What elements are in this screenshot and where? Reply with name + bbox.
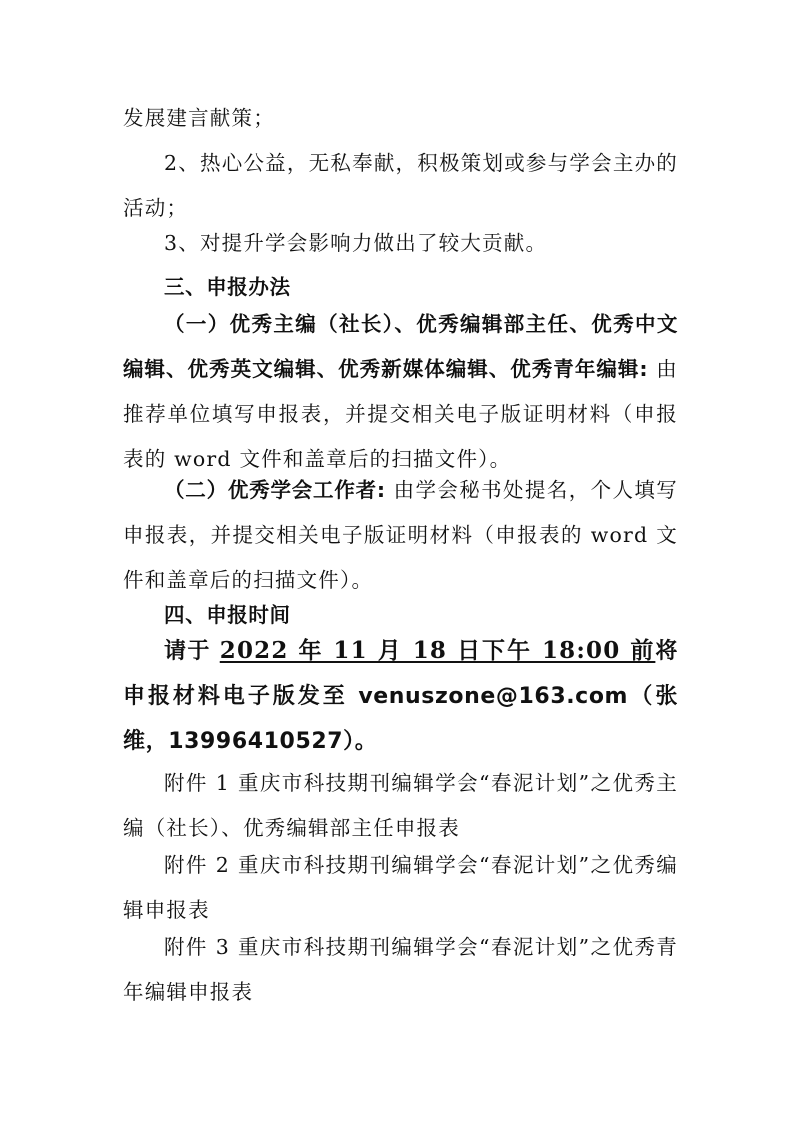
deadline-date: 2022 年 11 月 18 日下午 18:00 前 [219, 637, 656, 664]
sub-section-2-title: （二）优秀学会工作者: [164, 478, 386, 502]
attachment-2: 附件 2 重庆市科技期刊编辑学会“春泥计划”之优秀编辑申报表 [123, 853, 678, 922]
attachment-1: 附件 1 重庆市科技期刊编辑学会“春泥计划”之优秀主编（社长）、优秀编辑部主任申报表 [123, 771, 678, 840]
criterion-item-3: 3、对提升学会影响力做出了较大贡献。 [164, 231, 548, 255]
section-heading-application-method: 三、申报办法 [164, 275, 291, 299]
attachment-3: 附件 3 重庆市科技期刊编辑学会“春泥计划”之优秀青年编辑申报表 [123, 935, 678, 1004]
criterion-item-2: 2、热心公益，无私奉献，积极策划或参与学会主办的活动； [123, 151, 678, 220]
continued-line: 发展建言献策； [123, 106, 275, 130]
deadline-suffix: 将申报材料电子版发至 venuszone@163.com（张维，13996410527）。 [123, 639, 678, 754]
sub-section-2-text: 由学会秘书处提名，个人填写申报表，并提交相关电子版证明材料（申报表的 word 文件和盖章后的扫描文件）。 [123, 478, 678, 592]
deadline-paragraph [123, 628, 678, 764]
sub-section-1-text: 由推荐单位填写申报表，并提交相关电子版证明材料（申报表的 word 文件和盖章后的扫描文件）。 [123, 357, 678, 471]
section-heading-application-time: 四、申报时间 [164, 603, 291, 627]
deadline-prefix: 请于 [164, 639, 220, 664]
sub-section-1 [123, 302, 678, 482]
sub-section-2 [123, 468, 678, 603]
sub-section-1-title: （一）优秀主编（社长）、优秀编辑部主任、优秀中文编辑、优秀英文编辑、优秀新媒体编辑、优秀青年编辑: [123, 312, 678, 381]
